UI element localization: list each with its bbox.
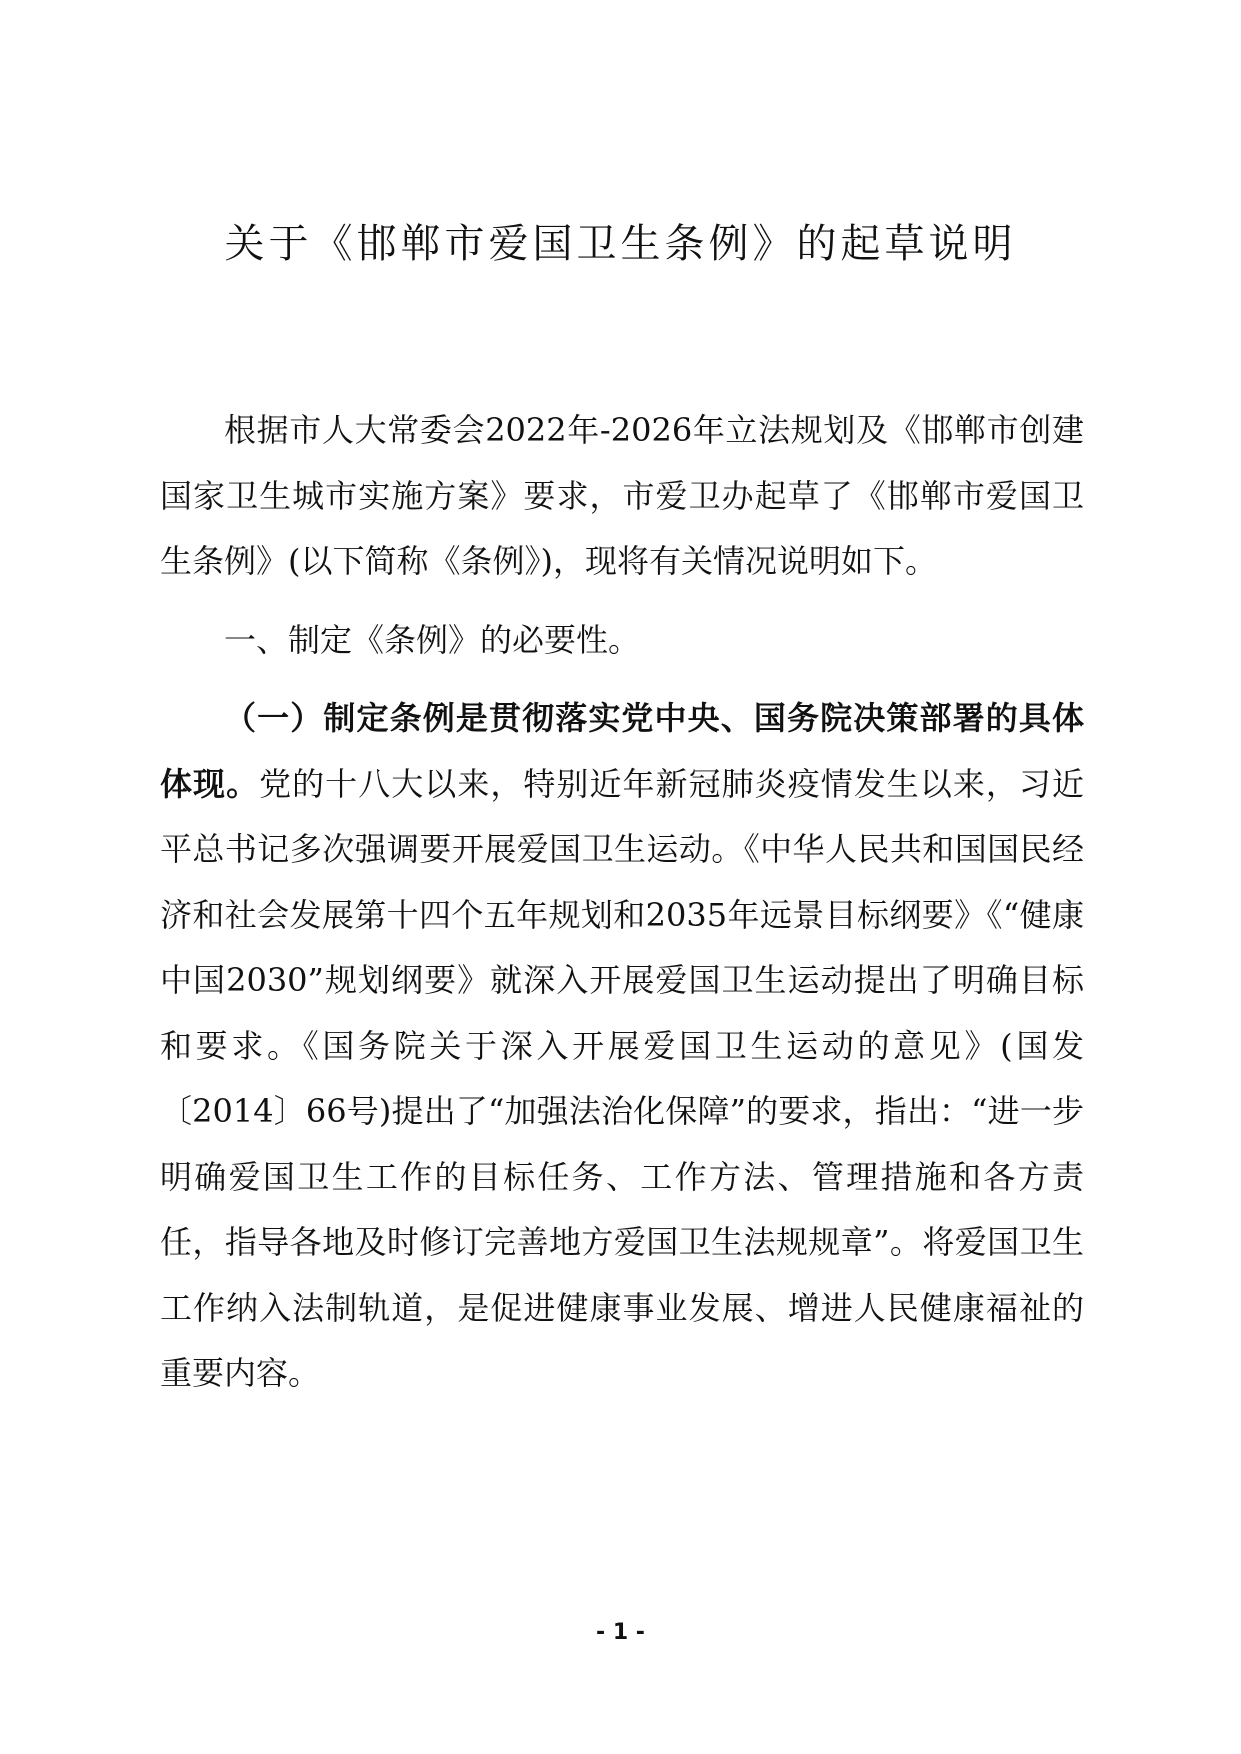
document-body <box>160 398 1084 1407</box>
section-heading: 一、制定《条例》的必要性。 <box>224 620 641 659</box>
page-number: - 1 - <box>596 1620 645 1645</box>
subsection-heading: （一）制定条例是贯彻落实党中央、国务院决策部署的具体体现。 <box>160 699 1084 803</box>
subsection-body: 党的十八大以来，特别近年新冠肺炎疫情发生以来，习近平总书记多次强调要开展爱国卫生运动。《中华人民共和国国民经济和社会发展第十四个五年规划和2035年远景目标纲要》《“健康中国2030”规划纲要》就深入开展爱国卫生运动提出了明确目标和要求。《国务院关于深入开展爱国卫生运动的意见》(国发〔2014〕66号)提出了“加强法治化保障”的要求，指出：“进一步明确爱国卫生工作的目标任务、工作方法、管理措施和各方责任，指导各地及时修订完善地方爱国卫生法规规章”。将爱国卫生工作纳入法制轨道，是促进健康事业发展、增进人民健康福祉的重要内容。 <box>160 764 1084 1392</box>
intro-paragraph: 根据市人大常委会2022年-2026年立法规划及《邯郸市创建国家卫生城市实施方案》要求，市爱卫办起草了《邯郸市爱国卫生条例》(以下简称《条例》)，现将有关情况说明如下。 <box>160 411 1084 580</box>
document-title: 关于《邯郸市爱国卫生条例》的起草说明 <box>224 221 1017 267</box>
subsection-paragraph <box>160 686 1084 1407</box>
